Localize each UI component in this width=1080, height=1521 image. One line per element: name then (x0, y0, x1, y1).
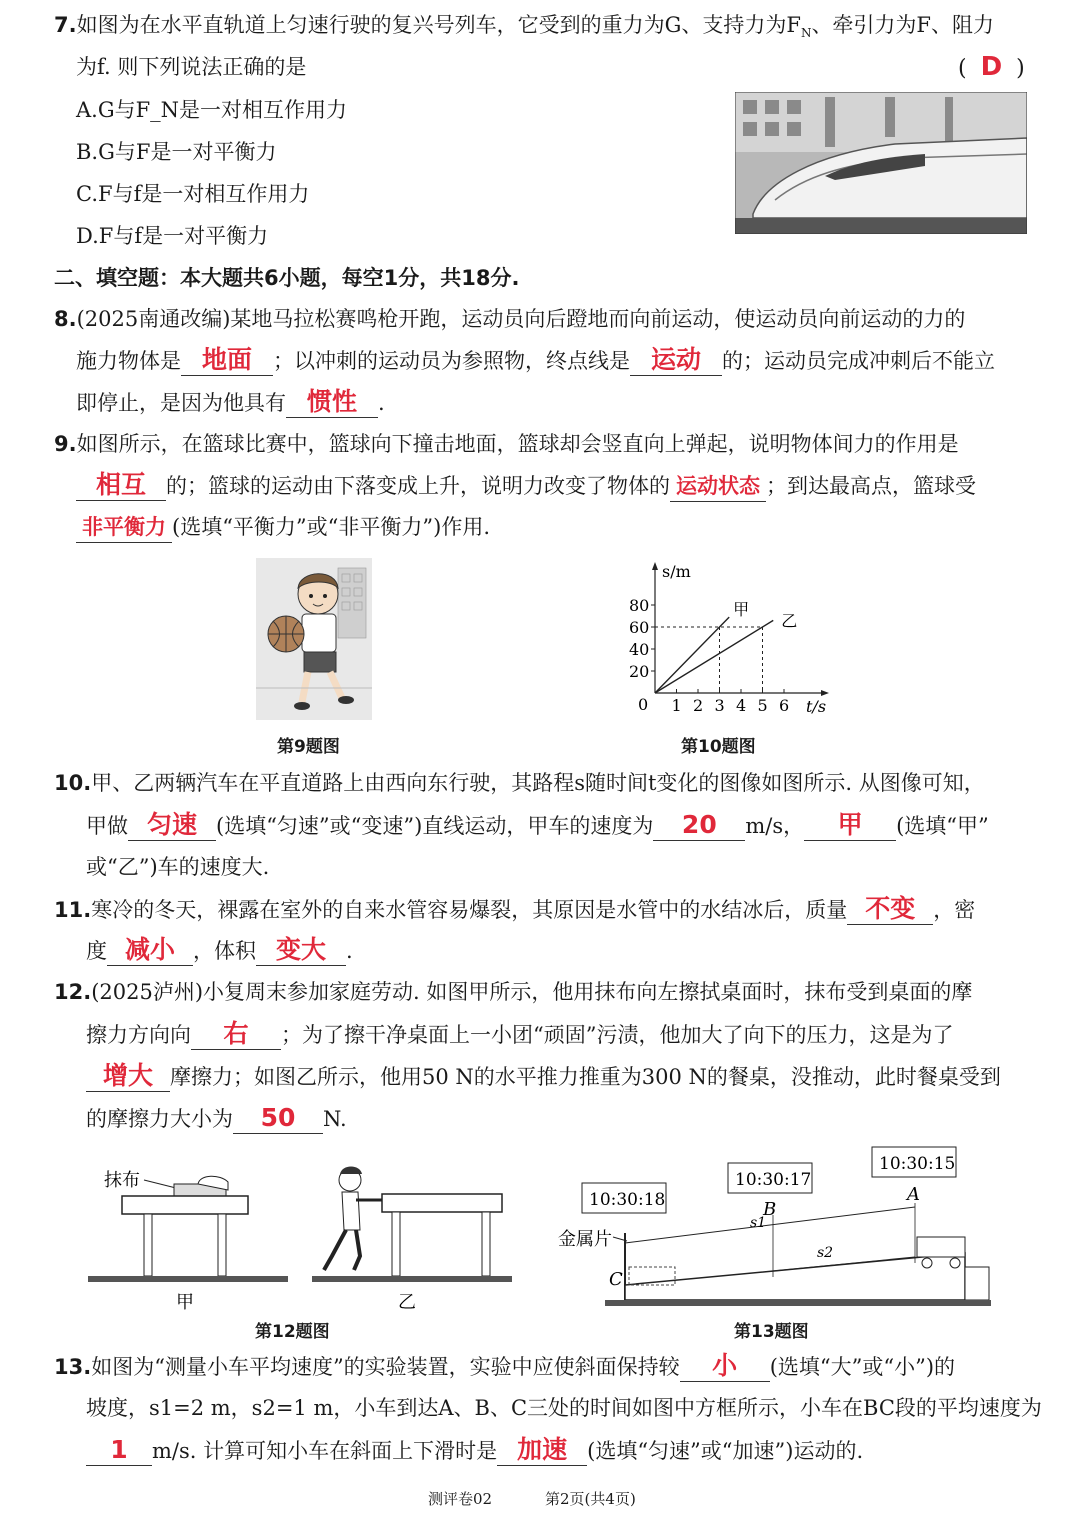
q7-stem-line2: 为f. 则下列说法正确的是 (76, 55, 307, 79)
ground-13 (605, 1300, 991, 1306)
q13-line2: 坡度，s1=2 m，s2=1 m，小车到达A、B、C三处的时间如图中方框所示，小车在BC段的平均速度为 (86, 1396, 1042, 1420)
table-leg (218, 1214, 226, 1276)
q7-sub-n: N (800, 26, 812, 41)
origin-label: 0 (638, 695, 649, 714)
y-axis-arrow (652, 562, 658, 570)
incline (625, 1253, 965, 1300)
q12-text: 的摩擦力大小为 (86, 1107, 233, 1131)
label-b: B (763, 1199, 777, 1220)
q8-text: 施力物体是 (76, 349, 181, 373)
x-tick-label: 4 (736, 696, 747, 715)
cart-wheel (950, 1258, 960, 1268)
q11-text: ，密 (933, 898, 976, 922)
q8-text: ；以冲刺的运动员为参照物，终点线是 (273, 349, 630, 373)
cloth-pointer (144, 1180, 176, 1188)
q13-text: 如图为“测量小车平均速度”的实验装置，实验中应使斜面保持较 (91, 1355, 680, 1379)
fig13-incline (555, 1145, 995, 1315)
y-tick-label: 60 (629, 618, 650, 637)
q10-line2 (86, 810, 989, 841)
q12-line1-text: (2025泸州)小复周末参加家庭劳动. 如图甲所示，他用抹布向左擦拭桌面时，抹布受到桌面的摩 (91, 980, 973, 1004)
q7-option-b: B.G与F是一对平衡力 (76, 140, 277, 164)
time-c: 10:30:18 (589, 1190, 666, 1210)
q8-text: 的；运动员完成冲刺后不能立 (722, 349, 995, 373)
q7-answer: D (980, 52, 1003, 82)
q10-line3: 或“乙”)车的速度大. (86, 855, 270, 879)
table-leg (482, 1212, 490, 1276)
q13-line1 (54, 1351, 955, 1382)
q9-text: (选填“平衡力”或“非平衡力”)作用. (172, 515, 491, 539)
q11-answer-1: 不变 (847, 894, 933, 925)
q11-line2 (86, 935, 353, 966)
q9-line2 (76, 470, 976, 502)
time-b: 10:30:17 (735, 1170, 812, 1190)
q8-text: 即停止，是因为他具有 (76, 391, 286, 415)
support-block (965, 1267, 989, 1300)
q11-line1 (54, 894, 975, 925)
table-top-jia (122, 1196, 248, 1214)
q9-answer-2: 运动状态 (670, 471, 766, 502)
cart (917, 1237, 965, 1257)
q7-stem-part1: 如图为在水平直轨道上匀速行驶的复兴号列车，它受到的重力为G、支持力为F (76, 13, 801, 37)
q7-number: 7. (54, 13, 77, 37)
label-a: A (907, 1184, 920, 1205)
q8-answer-3: 惯性 (286, 387, 378, 418)
q10-line1-text: 甲、乙两辆汽车在平直道路上由西向东行驶，其路程s随时间t变化的图像如图所示. 从图像可知， (91, 771, 985, 795)
x-tick-label: 2 (693, 696, 704, 715)
x-tick-label: 5 (757, 696, 768, 715)
q11-text: 寒冷的冬天，裸露在室外的自来水管容易爆裂，其原因是水管中的水结冰后，质量 (91, 898, 848, 922)
time-a: 10:30:15 (879, 1154, 956, 1174)
label-s1: s1 (750, 1215, 767, 1231)
x-axis-arrow (821, 690, 829, 696)
footer-page-number: 第2页(共4页) (545, 1490, 636, 1508)
fig13-caption: 第13题图 (734, 1322, 809, 1342)
q12-text: ；为了擦干净桌面上一小团“顽固”污渍，他加大了向下的压力，这是为了 (281, 1023, 954, 1047)
q10-text: m/s， (745, 814, 805, 838)
y-tick-label: 40 (629, 640, 650, 659)
q12-answer-2: 增大 (86, 1061, 170, 1092)
q11-answer-3: 变大 (256, 935, 346, 966)
q13-text: (选填“匀速”或“加速”)运动的. (587, 1439, 864, 1463)
q9-line1 (54, 429, 959, 459)
q11-number: 11. (54, 898, 92, 922)
q7-stem-part2: 、牵引力为F、阻力 (811, 13, 995, 37)
label-c: C (609, 1269, 623, 1290)
x-tick-label: 3 (714, 696, 725, 715)
q7-stem-line1 (54, 10, 994, 48)
q9-line3 (76, 512, 490, 543)
q10-text: (选填“匀速”或“变速”)直线运动，甲车的速度为 (216, 814, 654, 838)
q8-line1 (54, 304, 965, 334)
q12-line4 (86, 1103, 347, 1134)
q7-option-a: A.G与F_N是一对相互作用力 (76, 98, 348, 122)
q8-answer-1: 地面 (181, 345, 273, 376)
series-line-yi (655, 620, 773, 693)
q9-line1-text: 如图所示，在篮球比赛中，篮球向下撞击地面，篮球却会竖直向上弹起，说明物体间力的作用是 (76, 432, 959, 456)
fig10-caption: 第10题图 (681, 737, 756, 757)
q12-line2 (86, 1019, 953, 1050)
cart-wheel (922, 1258, 932, 1268)
y-tick-label: 80 (629, 596, 650, 615)
q10-line1 (54, 768, 985, 798)
q7-answer-box: ( D ) (958, 52, 1025, 82)
fig12-tables (88, 1160, 528, 1315)
boy-body (342, 1192, 360, 1230)
q9-number: 9. (54, 432, 77, 456)
q7-option-d: D.F与f是一对平衡力 (76, 224, 269, 248)
q9-text: ；到达最高点，篮球受 (766, 474, 976, 498)
table-top-yi (382, 1194, 502, 1212)
q10-answer-1: 匀速 (128, 810, 216, 841)
x-tick-label: 1 (671, 696, 682, 715)
q9-text: 的；篮球的运动由下落变成上升，说明力改变了物体的 (166, 474, 670, 498)
y-axis-label: s/m (662, 562, 691, 581)
fig10-chart (620, 558, 835, 718)
section-2-title: 二、填空题：本大题共6小题，每空1分，共18分. (54, 266, 520, 290)
cloth-label: 抹布 (104, 1170, 140, 1191)
q13-answer-1: 小 (680, 1351, 770, 1382)
series-label-jia: 甲 (733, 600, 750, 620)
q8-answer-2: 运动 (630, 345, 722, 376)
y-tick-label: 20 (629, 662, 650, 681)
q10-answer-3: 甲 (804, 810, 896, 841)
label-jia: 甲 (176, 1292, 194, 1313)
metal-label: 金属片 (558, 1229, 612, 1250)
x-tick-label: 6 (779, 696, 790, 715)
q12-line3 (86, 1061, 1001, 1092)
q13-number: 13. (54, 1355, 92, 1379)
q10-text: (选填“甲” (896, 814, 989, 838)
q13-answer-3: 加速 (497, 1435, 587, 1466)
q11-answer-2: 减小 (107, 935, 193, 966)
series-label-yi: 乙 (781, 611, 798, 631)
fig12-caption: 第12题图 (255, 1322, 330, 1342)
q9-answer-3: 非平衡力 (76, 512, 172, 543)
train-image (735, 92, 1027, 234)
q13-answer-2: 1 (86, 1435, 152, 1466)
q11-text: 度 (86, 939, 107, 963)
q12-answer-3: 50 (233, 1103, 323, 1134)
q11-text: . (346, 939, 353, 963)
q12-line1 (54, 977, 972, 1007)
q9-answer-1: 相互 (76, 470, 166, 501)
table-leg (144, 1214, 152, 1276)
q10-text: 甲做 (86, 814, 128, 838)
table-leg (392, 1212, 400, 1276)
q7-option-c: C.F与f是一对相互作用力 (76, 182, 310, 206)
q12-answer-1: 右 (191, 1019, 281, 1050)
q10-answer-2: 20 (653, 810, 745, 841)
q13-text: (选填“大”或“小”)的 (769, 1355, 956, 1379)
label-s2: s2 (817, 1245, 834, 1261)
q8-line1-text: (2025南通改编)某地马拉松赛鸣枪开跑，运动员向后蹬地而向前运动，使运动员向前运动的力的 (76, 307, 966, 331)
label-yi: 乙 (398, 1292, 416, 1313)
q12-text: 擦力方向向 (86, 1023, 191, 1047)
q8-number: 8. (54, 307, 77, 331)
boy-legs (324, 1230, 360, 1270)
q10-number: 10. (54, 771, 92, 795)
q12-text: 摩擦力；如图乙所示，他用50 N的水平推力推重为300 N的餐桌，没推动，此时餐桌受到 (170, 1065, 1001, 1089)
q13-line3 (86, 1435, 863, 1466)
q8-text: . (378, 391, 385, 415)
fig9-basketball-boy (256, 558, 372, 720)
fig9-caption: 第9题图 (277, 737, 340, 757)
q11-text: ，体积 (193, 939, 256, 963)
q12-number: 12. (54, 980, 92, 1004)
q8-line3 (76, 387, 385, 418)
q8-line2 (76, 345, 995, 376)
boy-hair (340, 1167, 362, 1175)
footer-paper-id: 测评卷02 (428, 1490, 493, 1508)
ground-jia (88, 1276, 288, 1282)
x-axis-label: t/s (806, 697, 827, 716)
ground-yi (312, 1276, 512, 1282)
q13-text: m/s. 计算可知小车在斜面上下滑时是 (152, 1439, 498, 1463)
q12-text: N. (323, 1107, 347, 1131)
